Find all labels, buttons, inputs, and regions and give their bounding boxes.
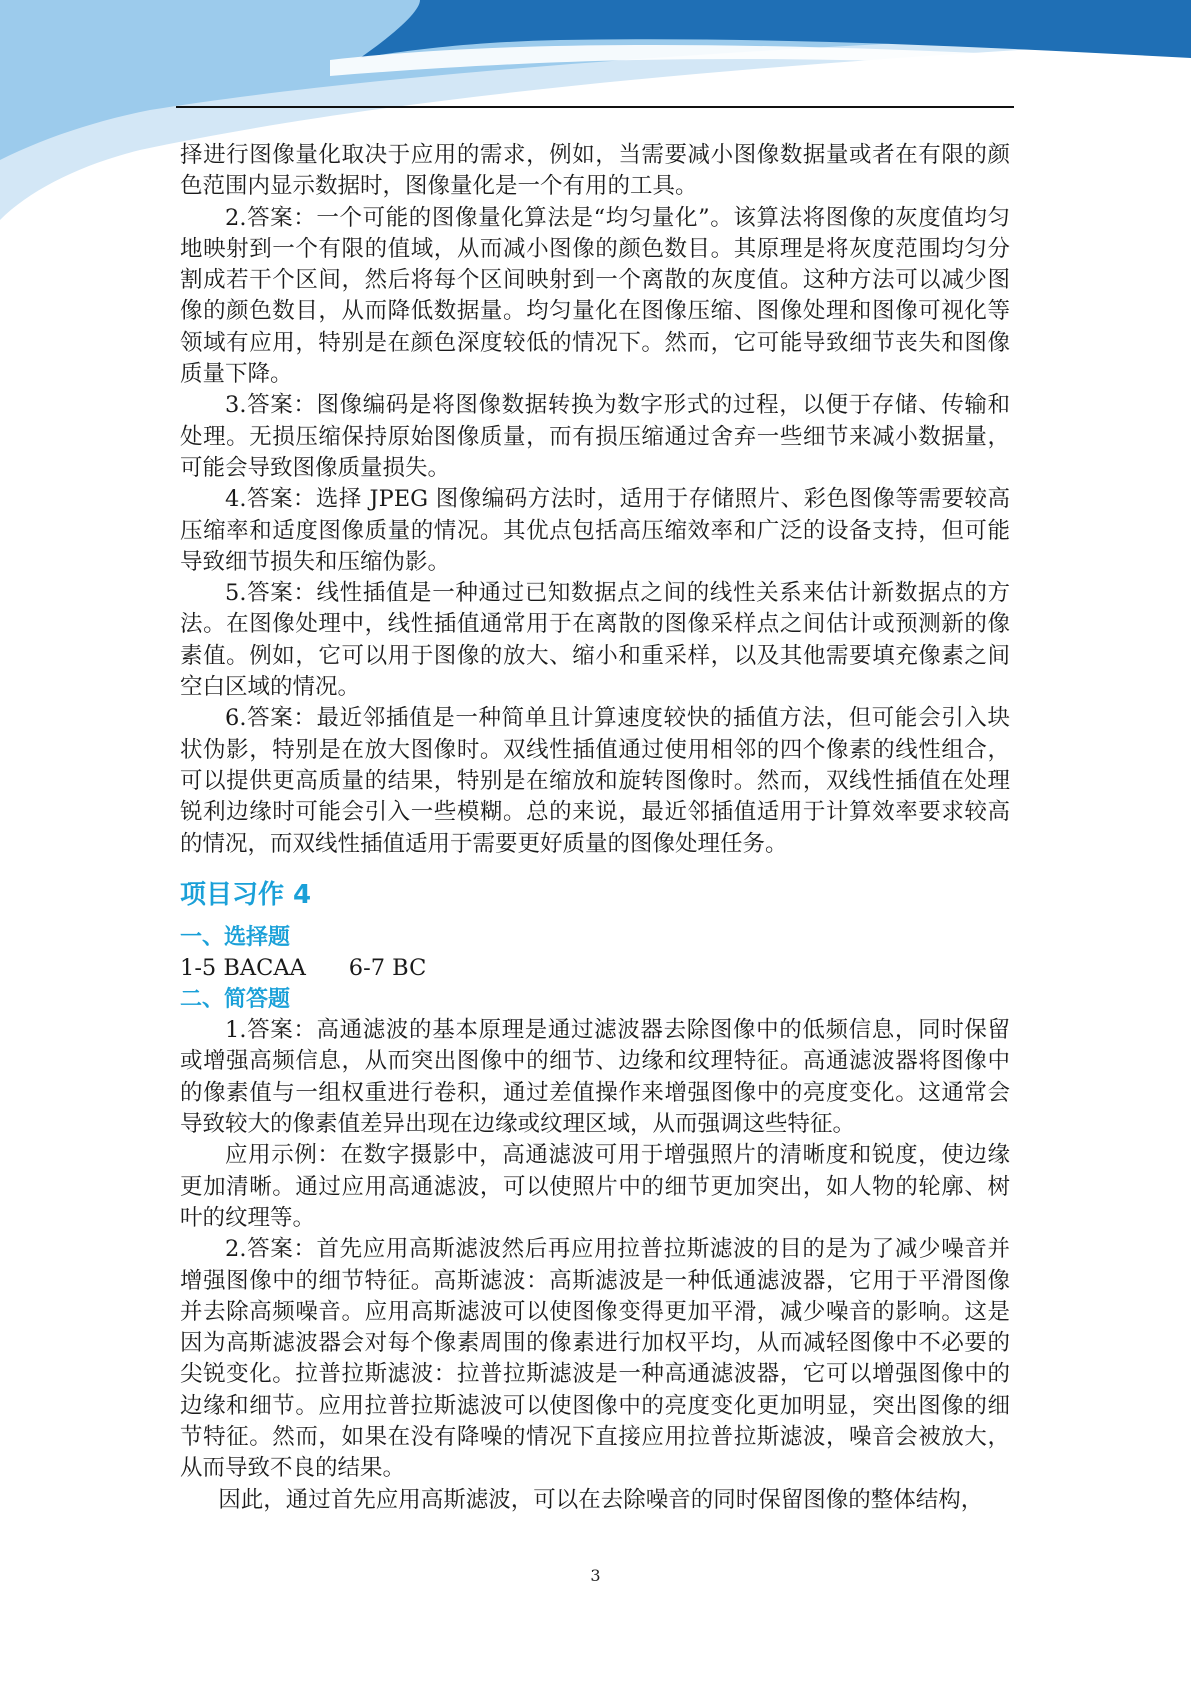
section-title: 项目习作 4: [180, 879, 312, 910]
short-answer-2: 2.答案：首先应用高斯滤波然后再应用拉普拉斯滤波的目的是为了减少噪音并增强图像中的细节特征。高斯滤波：高斯滤波是一种低通滤波器，它用于平滑图像并去除高频噪音。应用高斯滤波可以使图像变得更加平滑，减少噪音的影响。这是因为高斯滤波器会对每个像素周围的像素进行加权平均，从而减轻图像中不必要的尖锐变化。拉普拉斯滤波：拉普拉斯滤波是一种高通滤波器，它可以增强图像中的边缘和细节。应用拉普拉斯滤波可以使图像中的亮度变化更加明显，突出图像的细节特征。然而，如果在没有降噪的情况下直接应用拉普拉斯滤波，噪音会被放大，从而导致不良的结果。: [180, 1236, 1010, 1482]
page-number: 3: [590, 1566, 601, 1585]
paragraph-continued: 择进行图像量化取决于应用的需求，例如，当需要减小图像数据量或者在有限的颜色范围内显示数据时，图像量化是一个有用的工具。: [180, 142, 1010, 200]
short-answer-1-example: 应用示例：在数字摄影中，高通滤波可用于增强照片的清晰度和锐度，使边缘更加清晰。通过应用高通滤波，可以使照片中的细节更加突出，如人物的轮廓、树叶的纹理等。: [180, 1142, 1010, 1231]
choice-answers: 1-5 BACAA 6-7 BC: [180, 954, 427, 981]
answer-4: 4.答案：选择 JPEG 图像编码方法时，适用于存储照片、彩色图像等需要较高压缩率和适度图像质量的情况。其优点包括高压缩效率和广泛的设备支持，但可能导致细节损失和压缩伪影。: [180, 486, 1010, 575]
answer-6: 6.答案：最近邻插值是一种简单且计算速度较快的插值方法，但可能会引入块状伪影，特别是在放大图像时。双线性插值通过使用相邻的四个像素的线性组合，可以提供更高质量的结果，特别是在缩放和旋转图像时。然而，双线性插值在处理锐利边缘时可能会引入一些模糊。总的来说，最近邻插值适用于计算效率要求较高的情况，而双线性插值适用于需要更好质量的图像处理任务。: [180, 705, 1010, 857]
answer-5: 5.答案：线性插值是一种通过已知数据点之间的线性关系来估计新数据点的方法。在图像处理中，线性插值通常用于在离散的图像采样点之间估计或预测新的像素值。例如，它可以用于图像的放大、缩小和重采样，以及其他需要填充像素之间空白区域的情况。: [180, 580, 1010, 701]
answer-3: 3.答案：图像编码是将图像数据转换为数字形式的过程，以便于存储、传输和处理。无损压缩保持原始图像质量，而有损压缩通过舍弃一些细节来减小数据量，可能会导致图像质量损失。: [180, 392, 1010, 481]
short-answer-heading: 二、简答题: [180, 987, 291, 1013]
short-answer-1: 1.答案：高通滤波的基本原理是通过滤波器去除图像中的低频信息，同时保留或增强高频信息，从而突出图像中的细节、边缘和纹理特征。高通滤波器将图像中的像素值与一组权重进行卷积，通过差值操作来增强图像中的亮度变化。这通常会导致较大的像素值差异出现在边缘或纹理区域，从而强调这些特征。: [180, 1017, 1010, 1138]
page-body: [180, 140, 1010, 1516]
short-answer-2-continued: 因此，通过首先应用高斯滤波，可以在去除噪音的同时保留图像的整体结构，: [218, 1486, 984, 1513]
header-rule: [176, 106, 1014, 108]
answer-2: 2.答案：一个可能的图像量化算法是“均匀量化”。该算法将图像的灰度值均匀地映射到一个有限的值域，从而减小图像的颜色数目。其原理是将灰度范围均匀分割成若干个区间，然后将每个区间映射到一个离散的灰度值。这种方法可以减少图像的颜色数目，从而降低数据量。均匀量化在图像压缩、图像处理和图像可视化等领域有应用，特别是在颜色深度较低的情况下。然而，它可能导致细节丧失和图像质量下降。: [180, 204, 1010, 388]
choice-heading: 一、选择题: [180, 924, 291, 950]
